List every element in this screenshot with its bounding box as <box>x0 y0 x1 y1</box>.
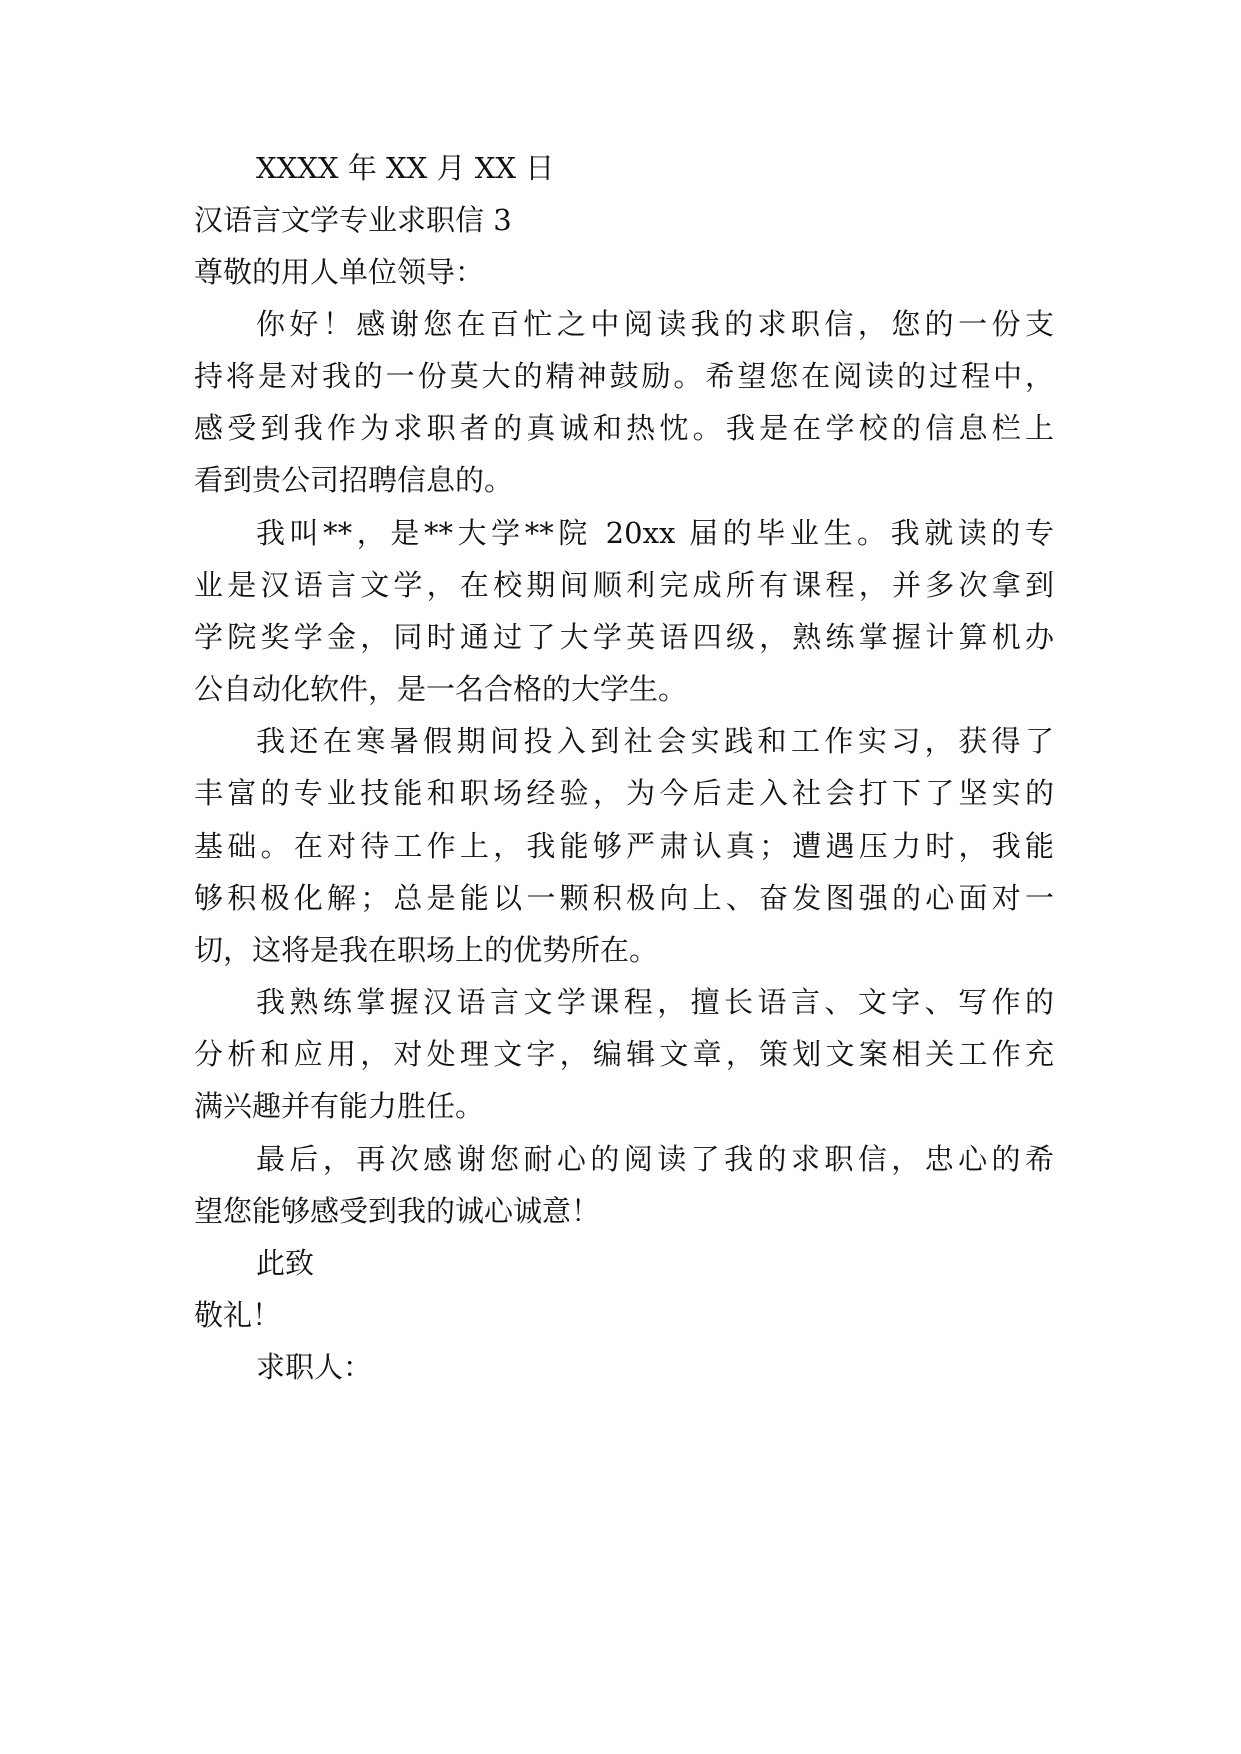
paragraph-2-line-1: 我叫**，是**大学**院 20xx 届的毕业生。我就读的专 <box>256 516 1054 550</box>
paragraph-2-line-4: 公自动化软件，是一名合格的大学生。 <box>194 672 688 706</box>
paragraph-3-line-2: 丰富的专业技能和职场经验，为今后走入社会打下了坚实的 <box>194 776 1054 810</box>
paragraph-4-line-3: 满兴趣并有能力胜任。 <box>194 1089 485 1123</box>
paragraph-3-line-3: 基础。在对待工作上，我能够严肃认真；遭遇压力时，我能 <box>194 829 1054 863</box>
signature-line: 求职人： <box>256 1350 373 1384</box>
date-line: XXXX 年 XX 月 XX 日 <box>256 151 555 185</box>
document-title: 汉语言文学专业求职信 3 <box>194 203 512 237</box>
paragraph-1-line-3: 感受到我作为求职者的真诚和热忱。我是在学校的信息栏上 <box>194 411 1054 445</box>
paragraph-3-line-1: 我还在寒暑假期间投入到社会实践和工作实习，获得了 <box>256 724 1054 758</box>
paragraph-5-line-2: 望您能够感受到我的诚心诚意！ <box>194 1194 601 1228</box>
paragraph-1-line-2: 持将是对我的一份莫大的精神鼓励。希望您在阅读的过程中， <box>194 359 1054 393</box>
paragraph-3-line-5: 切，这将是我在职场上的优势所在。 <box>194 933 659 967</box>
paragraph-5-line-1: 最后，再次感谢您耐心的阅读了我的求职信，忠心的希 <box>256 1142 1054 1176</box>
paragraph-3-line-4: 够积极化解；总是能以一颗积极向上、奋发图强的心面对一 <box>194 881 1054 915</box>
paragraph-4-line-1: 我熟练掌握汉语言文学课程，擅长语言、文字、写作的 <box>256 985 1054 1019</box>
paragraph-2-line-2: 业是汉语言文学，在校期间顺利完成所有课程，并多次拿到 <box>194 568 1054 602</box>
paragraph-1-line-4: 看到贵公司招聘信息的。 <box>194 463 514 497</box>
paragraph-2-line-3: 学院奖学金，同时通过了大学英语四级，熟练掌握计算机办 <box>194 620 1054 654</box>
salutation: 尊敬的用人单位领导： <box>194 255 485 289</box>
closing-jing-li: 敬礼！ <box>194 1298 282 1332</box>
paragraph-1-line-1: 你好！感谢您在百忙之中阅读我的求职信，您的一份支 <box>256 307 1054 341</box>
paragraph-4-line-2: 分析和应用，对处理文字，编辑文章，策划文案相关工作充 <box>194 1037 1054 1071</box>
closing-ci-zhi: 此致 <box>256 1246 315 1280</box>
